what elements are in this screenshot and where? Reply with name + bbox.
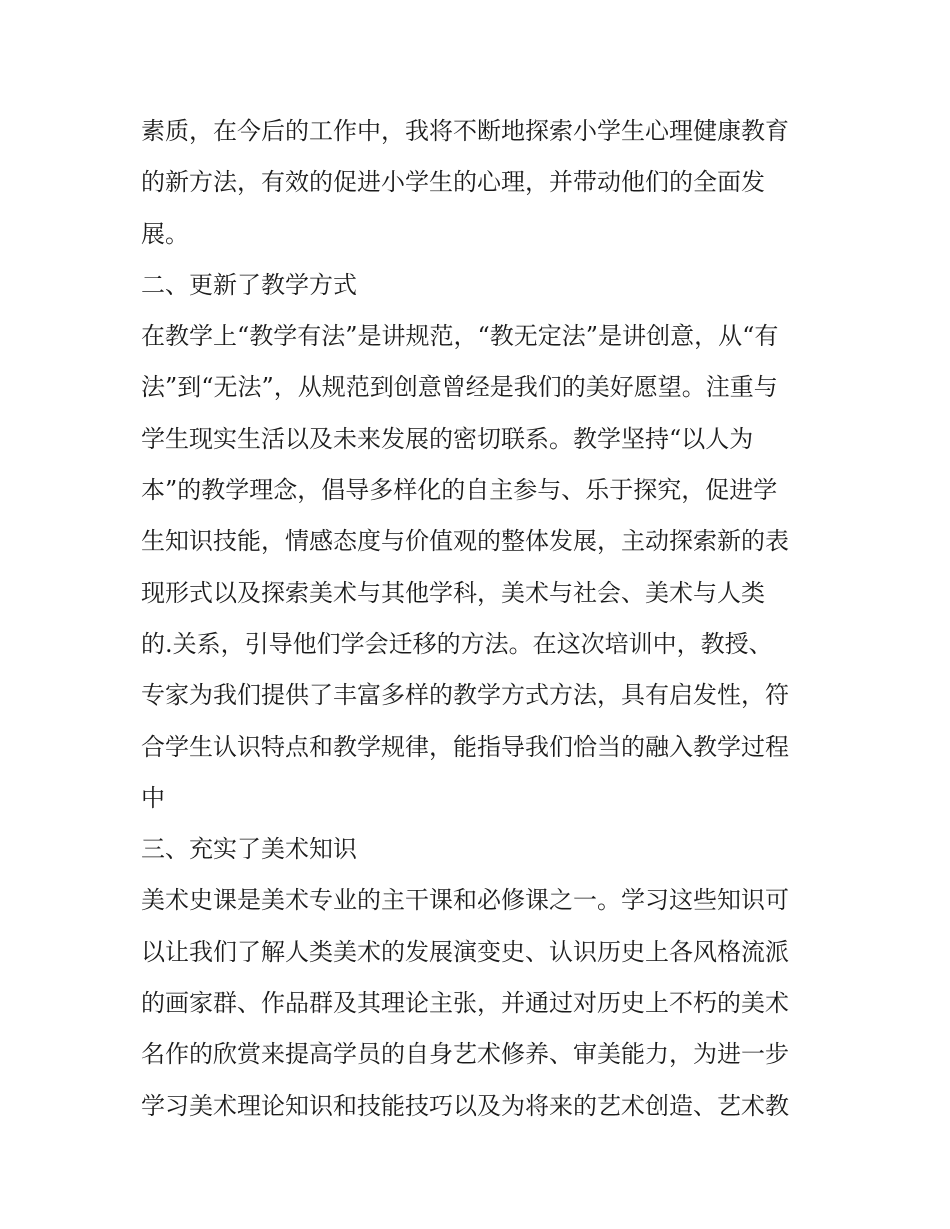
section-heading-2: 二、更新了教学方式: [141, 270, 357, 299]
text-line: 现形式以及探索美术与其他学科，美术与社会、美术与人类: [141, 578, 765, 607]
text-line: 专家为我们提供了丰富多样的教学方式方法，具有启发性，符: [141, 681, 789, 710]
text-line: 展。: [141, 219, 189, 248]
text-line: 本”的教学理念，倡导多样化的自主参与、乐于探究，促进学: [141, 476, 778, 505]
text-line: 合学生认识特点和教学规律，能指导我们恰当的融入教学过程: [141, 732, 789, 761]
document-body: [141, 106, 821, 1132]
text-line: 素质，在今后的工作中，我将不断地探索小学生心理健康教育: [141, 117, 789, 145]
section-heading-3: 三、充实了美术知识: [141, 835, 357, 864]
text-line: 生知识技能，情感态度与价值观的整体发展，主动探索新的表: [141, 527, 789, 556]
text-line: 法”到“无法”，从规范到创意曾经是我们的美好愿望。注重与: [141, 373, 778, 402]
text-line: 的画家群、作品群及其理论主张，并通过对历史上不朽的美术: [141, 989, 789, 1018]
text-line: 美术史课是美术专业的主干课和必修课之一。学习这些知识可: [141, 886, 789, 915]
text-line: 中: [141, 783, 165, 812]
text-line: 名作的欣赏来提高学员的自身艺术修养、审美能力，为进一步: [141, 1040, 789, 1069]
text-line: 的.关系，引导他们学会迁移的方法。在这次培训中，教授、: [141, 629, 773, 658]
text-line: 在教学上“教学有法”是讲规范，“教无定法”是讲创意，从“有: [141, 322, 779, 351]
text-line: 学生现实生活以及未来发展的密切联系。教学坚持“以人为: [141, 424, 754, 453]
text-line: 的新方法，有效的促进小学生的心理，并带动他们的全面发: [141, 168, 765, 197]
text-line: 学习美术理论知识和技能技巧以及为将来的艺术创造、艺术教: [141, 1091, 789, 1120]
text-line: 以让我们了解人类美术的发展演变史、认识历史上各风格流派: [141, 937, 789, 966]
